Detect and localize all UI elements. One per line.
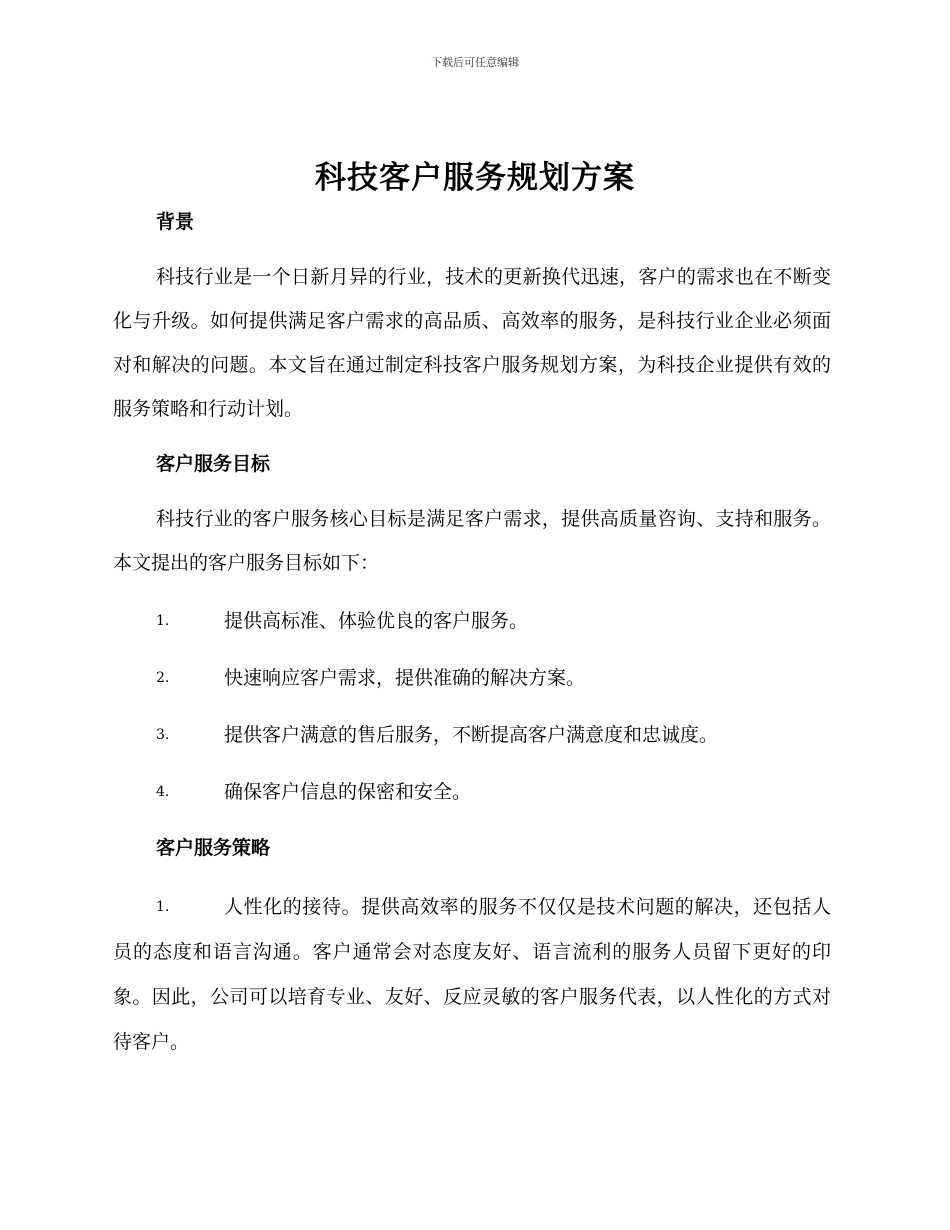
list-item: [113, 764, 831, 821]
list-item-number: 2.: [156, 670, 170, 686]
header-note: 下载后可任意编辑: [431, 56, 519, 69]
list-item: [113, 593, 831, 650]
list-item-text: 快速响应客户需求，提供准确的解决方案。: [224, 667, 586, 689]
list-item: [113, 650, 831, 707]
list-item-text: 提供客户满意的售后服务，不断提高客户满意度和忠诚度。: [224, 724, 719, 746]
list-item-number: 4.: [156, 784, 170, 800]
list-item-text: 提供高标准、体验优良的客户服务。: [224, 610, 529, 632]
strategy-item: [113, 885, 831, 1065]
document-title: 科技客户服务规划方案: [315, 160, 635, 196]
section-heading-background: 背景: [156, 211, 195, 233]
background-paragraph: 科技行业是一个日新月异的行业，技术的更新换代迅速，客户的需求也在不断变化与升级。如何提供满足客户需求的高品质、高效率的服务，是科技行业企业必须面对和解决的问题。本文旨在通过制定科技客户服务规划方案，为科技企业提供有效的服务策略和行动计划。: [113, 266, 831, 420]
section-heading-strategy: 客户服务策略: [156, 837, 271, 859]
list-item-text: 确保客户信息的保密和安全。: [224, 781, 472, 803]
strategy-item-text: 人性化的接待。提供高效率的服务不仅仅是技术问题的解决，还包括人员的态度和语言沟通。客户通常会对态度友好、语言流利的服务人员留下更好的印象。因此，公司可以培育专业、友好、反应灵敏的客户服务代表，以人性化的方式对待客户。: [113, 896, 831, 1053]
list-item: [113, 707, 831, 764]
list-item-number: 3.: [156, 727, 170, 743]
section-heading-goals: 客户服务目标: [156, 453, 271, 475]
strategy-item-number: 1.: [156, 899, 170, 915]
list-item-number: 1.: [156, 613, 170, 629]
goals-paragraph: 科技行业的客户服务核心目标是满足客户需求，提供高质量咨询、支持和服务。本文提出的客户服务目标如下：: [113, 508, 831, 574]
document-body: [113, 203, 831, 1065]
